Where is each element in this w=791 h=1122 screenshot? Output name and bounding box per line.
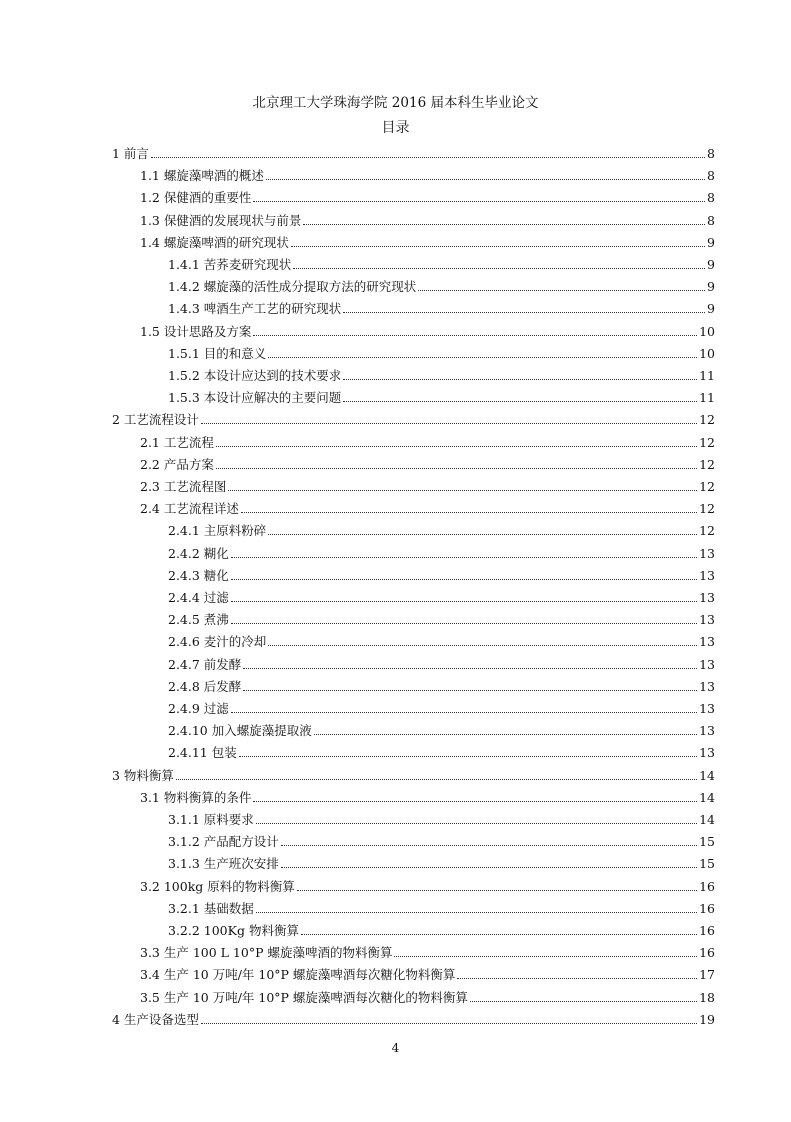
toc-entry-label: 2.4.10 加入螺旋藻提取液 [168,723,312,739]
toc-entry-page: 10 [699,323,715,339]
toc-entry[interactable] [140,939,715,961]
toc-entry-page: 9 [707,301,715,317]
toc-entry-page: 10 [699,345,715,361]
toc-entry-page: 9 [707,234,715,250]
toc-entry-label: 2.2 产品方案 [140,456,214,472]
toc-entry[interactable] [168,628,715,650]
toc-entry-page: 15 [699,834,715,850]
dot-leader [243,668,697,669]
dot-leader [201,1023,697,1024]
dot-leader [231,712,697,713]
running-header: 北京理工大学珠海学院 2016 届本科生毕业论文 [252,95,539,111]
toc-entry-label: 2.4.3 糖化 [168,567,229,583]
dot-leader [266,179,705,180]
toc-entry-page: 8 [707,190,715,206]
toc-entry-label: 3.2 100kg 原料的物料衡算 [140,878,295,894]
dot-leader [231,557,697,558]
toc-entry[interactable] [140,207,715,229]
toc-entry-label: 3.1.3 生产班次安排 [168,856,279,872]
toc-entry-label: 3.2.2 100Kg 物料衡算 [168,923,299,938]
toc-entry[interactable] [140,961,715,983]
toc-entry-page: 12 [699,412,715,428]
toc-entry-page: 13 [699,745,715,761]
toc-entry[interactable] [112,406,715,428]
toc-entry-label: 1.5.2 本设计应达到的技术要求 [168,368,342,383]
toc-entry-page: 14 [699,767,715,783]
toc-entry[interactable] [168,251,715,273]
dot-leader [268,534,697,535]
dot-leader [239,756,697,757]
dot-leader [297,890,697,891]
toc-entry-page: 12 [699,501,715,517]
toc-entry-page: 13 [699,723,715,739]
toc-entry-label: 2.4.9 过滤 [168,701,229,716]
toc-entry[interactable] [140,451,715,473]
toc-entry-page: 16 [699,945,715,961]
toc-entry[interactable] [168,673,715,695]
toc-entry[interactable] [168,562,715,584]
dot-leader [418,290,705,291]
toc-entry[interactable] [140,784,715,806]
toc-entry[interactable] [168,739,715,761]
toc-entry[interactable] [168,584,715,606]
dot-leader [291,246,705,247]
toc-entry-label: 3.3 生产 100 L 10°P 螺旋藻啤酒的物料衡算 [140,945,393,961]
toc-entry[interactable] [168,517,715,539]
toc-entry[interactable] [168,806,715,828]
dot-leader [231,623,697,624]
dot-leader [314,734,697,735]
toc-entry-page: 8 [707,168,715,184]
toc-entry[interactable] [112,762,715,784]
toc-entry[interactable] [140,495,715,517]
toc-entry-label: 2.4 工艺流程详述 [140,501,239,517]
toc-entry-page: 18 [699,989,715,1005]
dot-leader [268,357,697,358]
toc-entry-label: 2.4.2 糊化 [168,545,229,561]
dot-leader [343,312,705,313]
toc-entry-label: 1.4.2 螺旋藻的活性成分提取方法的研究现状 [168,279,417,295]
toc-entry[interactable] [168,540,715,562]
toc-entry-page: 17 [699,967,715,983]
toc-entry-label: 3.1.2 产品配方设计 [168,834,279,850]
toc-entry[interactable] [168,273,715,295]
toc-entry[interactable] [112,1006,715,1028]
toc-entry-label: 2.1 工艺流程 [140,434,214,450]
toc-entry-page: 12 [699,456,715,472]
toc-entry-page: 13 [699,590,715,605]
toc-entry-page: 16 [699,923,715,938]
toc-entry-label: 2.4.7 前发酵 [168,656,242,672]
dot-leader [243,690,697,691]
dot-leader [303,224,705,225]
toc-entry-page: 12 [699,479,715,494]
dot-leader [301,934,697,935]
toc-entry-page: 14 [699,812,715,827]
toc-entry-label: 2.4.6 麦汁的冷却 [168,634,267,650]
toc-entry[interactable] [168,850,715,872]
toc-entry-label: 3.1 物料衡算的条件 [140,789,252,805]
toc-entry-label: 1.5.1 目的和意义 [168,345,267,361]
dot-leader [343,379,697,380]
toc-entry-label: 1.4 螺旋藻啤酒的研究现状 [140,234,289,250]
toc-entry-page: 13 [699,634,715,650]
dot-leader [256,912,697,913]
toc-entry-page: 12 [699,434,715,450]
toc-entry-label: 2.3 工艺流程图 [140,479,227,494]
dot-leader [281,867,697,868]
toc-entry[interactable] [140,184,715,206]
toc-entry[interactable] [168,917,715,939]
dot-leader [253,801,697,802]
toc-entry-page: 9 [707,257,715,272]
toc-entry-page: 15 [699,856,715,872]
toc-entry-page: 13 [699,545,715,561]
toc-entry[interactable] [168,695,715,717]
toc-entry-page: 8 [707,146,715,161]
dot-leader [231,601,697,602]
toc-entry-page: 11 [699,368,715,383]
toc-entry-page: 13 [699,567,715,583]
dot-leader [253,335,697,336]
dot-leader [470,1001,697,1002]
toc-entry[interactable] [140,162,715,184]
dot-leader [201,423,697,424]
toc-entry-label: 2.4.5 煮沸 [168,612,229,628]
toc-title: 目录 [381,120,410,136]
toc-entry[interactable] [168,606,715,628]
toc-entry-label: 2.4.8 后发酵 [168,678,242,694]
dot-leader [457,978,697,979]
dot-leader [281,845,697,846]
toc-entry-page: 13 [699,612,715,628]
toc-entry-label: 3.5 生产 10 万吨/年 10°P 螺旋藻啤酒每次糖化的物料衡算 [140,989,468,1005]
toc-entry-label: 1.5.3 本设计应解决的主要问题 [168,390,342,406]
toc-entry-page: 13 [699,701,715,716]
toc-entry-label: 3 物料衡算 [112,767,174,783]
toc-entry-label: 2 工艺流程设计 [112,412,199,428]
toc-entry-label: 2.4.1 主原料粉碎 [168,523,267,539]
toc-entry-label: 3.4 生产 10 万吨/年 10°P 螺旋藻啤酒每次糖化物料衡算 [140,967,456,983]
dot-leader [216,468,697,469]
toc-entry-label: 1.4.1 苦荞麦研究现状 [168,257,292,272]
toc-entry-label: 1.5 设计思路及方案 [140,323,252,339]
toc-entry-label: 3.2.1 基础数据 [168,900,254,916]
dot-leader [256,823,697,824]
dot-leader [176,779,697,780]
toc-entry-page: 13 [699,678,715,694]
dot-leader [293,268,705,269]
toc-entry-page: 13 [699,656,715,672]
dot-leader [343,401,697,402]
toc-entry-page: 16 [699,900,715,916]
toc-entry[interactable] [168,362,715,384]
toc-entry-page: 12 [699,523,715,539]
toc-entry-page: 14 [699,789,715,805]
dot-leader [228,490,697,491]
toc-entry-label: 1.2 保健酒的重要性 [140,190,252,206]
toc-entry[interactable] [168,717,715,739]
toc-entry[interactable] [140,318,715,340]
toc-entry-page: 16 [699,878,715,894]
toc-entry-page: 8 [707,212,715,228]
toc-entry[interactable] [140,873,715,895]
toc-entry-label: 1.4.3 啤酒生产工艺的研究现状 [168,301,342,317]
dot-leader [253,201,705,202]
toc-entry-label: 4 生产设备选型 [112,1011,199,1027]
dot-leader [216,446,697,447]
toc-entry-label: 1 前言 [112,146,149,161]
toc-entry[interactable] [168,651,715,673]
toc-entry[interactable] [168,895,715,917]
toc-entry[interactable] [112,140,715,162]
toc-entry-page: 19 [699,1011,715,1027]
toc-entry[interactable] [140,429,715,451]
toc-entry-label: 1.1 螺旋藻啤酒的概述 [140,168,264,184]
toc-entry-label: 3.1.1 原料要求 [168,812,254,827]
dot-leader [394,956,697,957]
toc-entry-label: 2.4.4 过滤 [168,590,229,605]
toc-entry-page: 9 [707,279,715,295]
dot-leader [241,512,697,513]
toc-entry[interactable] [168,828,715,850]
dot-leader [151,157,705,158]
toc-entry[interactable] [168,340,715,362]
toc-entry[interactable] [140,229,715,251]
dot-leader [231,579,697,580]
toc-entry-label: 2.4.11 包装 [168,745,237,761]
toc-entry[interactable] [168,384,715,406]
toc-entry-label: 1.3 保健酒的发展现状与前景 [140,212,302,228]
toc-entry[interactable] [140,984,715,1006]
toc-entry[interactable] [140,473,715,495]
page-number: 4 [391,1041,400,1055]
dot-leader [268,645,697,646]
toc-entry-page: 11 [699,390,715,406]
toc-entry[interactable] [168,295,715,317]
